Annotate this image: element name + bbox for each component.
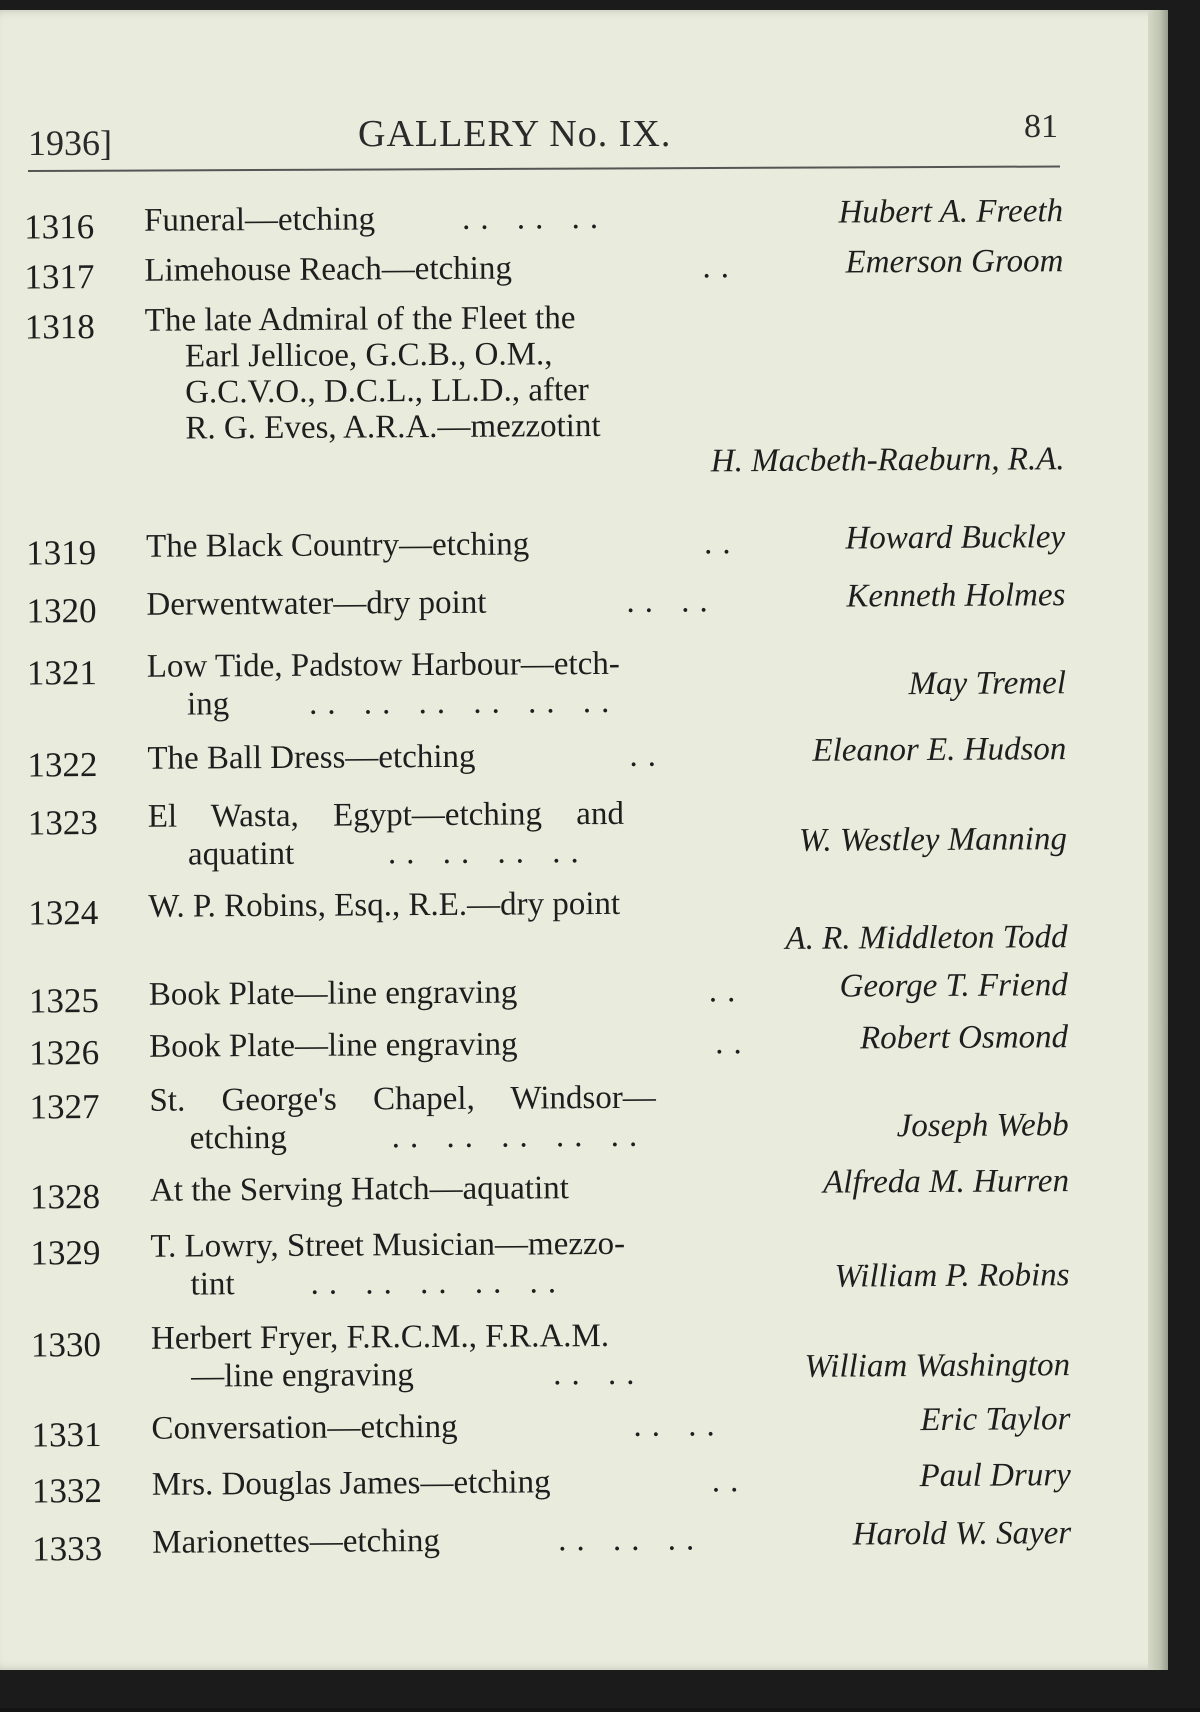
entry-artist: George T. Friend — [839, 967, 1068, 1005]
catalogue-entry — [8, 1456, 1200, 1511]
entry-title-line: Book Plate—line engraving — [148, 974, 518, 1013]
catalogue-entry — [5, 966, 1200, 1021]
catalogue-entry — [0, 192, 1200, 247]
dot-leader: .. .. — [626, 583, 718, 620]
entry-number: 1325 — [28, 981, 100, 1021]
entry-number: 1317 — [24, 257, 95, 297]
entry-artist: May Tremel — [908, 665, 1067, 703]
entry-title-line: etching — [189, 1119, 287, 1157]
entry-artist: William P. Robins — [834, 1257, 1070, 1295]
dot-leader: .. .. — [633, 1407, 725, 1444]
dot-leader: .. .. .. — [558, 1521, 705, 1559]
entry-title-line: tint — [190, 1266, 235, 1303]
entry-artist: Harold W. Sayer — [852, 1515, 1072, 1553]
entry-artist: W. Westley Manning — [798, 821, 1068, 859]
dot-leader: .. — [702, 249, 740, 286]
catalogue-entry — [8, 1514, 1200, 1569]
entry-artist: Emerson Groom — [845, 243, 1064, 281]
dot-leader: .. — [715, 1025, 752, 1062]
dot-leader: .. .. .. .. .. .. — [308, 683, 620, 722]
entry-title-line: The late Admiral of the Fleet the — [144, 300, 576, 339]
entry-title-line: T. Lowry, Street Musician—mezzo- — [150, 1225, 626, 1265]
entry-title-line: The Black Country—etching — [145, 526, 530, 565]
dot-leader: .. .. .. — [462, 199, 609, 237]
entry-artist: Joseph Webb — [896, 1107, 1069, 1145]
header-year: 1936] — [28, 123, 112, 163]
catalogue-entry — [0, 242, 1200, 297]
entry-title-line: Marionettes—etching — [152, 1523, 441, 1561]
catalogue-entry — [4, 788, 1200, 873]
entry-title-line: Conversation—etching — [151, 1408, 458, 1447]
entry-title-line: —line engraving — [191, 1357, 414, 1395]
entry-title-line: At the Serving Hatch—aquatint — [149, 1170, 569, 1209]
entry-title-line: Limehouse Reach—etching — [144, 250, 512, 289]
dot-leader: .. .. .. .. — [387, 834, 589, 872]
catalogue-entry — [4, 878, 1200, 957]
entry-title-line: ing — [186, 686, 230, 723]
catalogue-entry — [2, 576, 1200, 631]
entry-title-line: The Ball Dress—etching — [147, 738, 476, 777]
dot-leader: .. — [629, 737, 667, 774]
catalogue-entry — [3, 730, 1200, 785]
entry-number: 1318 — [24, 307, 95, 347]
entry-number: 1326 — [29, 1033, 100, 1073]
entry-title-line: aquatint — [187, 835, 295, 873]
entry-number: 1316 — [24, 207, 95, 247]
catalogue-entry — [2, 518, 1200, 573]
entry-title-line: Funeral—etching — [144, 201, 376, 239]
entry-artist: Eleanor E. Hudson — [812, 731, 1067, 769]
gallery-title: GALLERY No. IX. — [358, 113, 672, 155]
entry-title-line: R. G. Eves, A.R.A.—mezzotint — [185, 408, 601, 447]
entry-number: 1329 — [30, 1233, 101, 1273]
catalogue-entry — [5, 1018, 1200, 1073]
entry-number: 1333 — [32, 1529, 103, 1569]
catalogue-entry — [6, 1162, 1200, 1217]
dot-leader: .. .. — [553, 1355, 645, 1393]
entry-number: 1323 — [27, 803, 98, 843]
entry-number: 1332 — [31, 1471, 102, 1511]
dot-leader: .. .. .. .. .. — [391, 1117, 648, 1156]
entry-number: 1322 — [27, 745, 98, 785]
entry-title-line: Low Tide, Padstow Harbour—etch- — [146, 645, 620, 685]
page-number: 81 — [1024, 108, 1058, 145]
dot-leader: .. — [708, 973, 746, 1010]
entry-artist: Eric Taylor — [920, 1401, 1071, 1439]
catalogue-entry — [1, 292, 1200, 480]
entry-number: 1321 — [26, 653, 97, 693]
dot-leader: .. — [703, 525, 741, 562]
entry-title-line: Mrs. Douglas James—etching — [151, 1464, 551, 1503]
entry-title-line: Book Plate—line engraving — [149, 1026, 518, 1065]
entry-title-line: W. P. Robins, Esq., R.E.—dry point — [148, 885, 621, 925]
catalogue-entry — [7, 1310, 1200, 1395]
catalogue-entry — [6, 1218, 1200, 1303]
entry-artist: Robert Osmond — [859, 1019, 1069, 1057]
entry-artist: William Washington — [804, 1347, 1071, 1385]
entry-title-line: G.C.V.O., D.C.L., LL.D., after — [185, 372, 589, 411]
entry-artist: H. Macbeth-Raeburn, R.A. — [710, 441, 1065, 480]
entry-number: 1319 — [26, 533, 97, 573]
entry-artist: Hubert A. Freeth — [838, 193, 1064, 231]
dot-leader: .. — [711, 1463, 749, 1500]
entry-number: 1320 — [26, 591, 97, 631]
entry-title-line: St. George's Chapel, Windsor— — [149, 1079, 656, 1119]
entry-number: 1331 — [31, 1415, 102, 1455]
entry-title-line: Herbert Fryer, F.R.C.M., F.R.A.M. — [150, 1317, 610, 1357]
catalogue-entry — [5, 1072, 1200, 1157]
entry-artist: A. R. Middleton Todd — [785, 919, 1068, 957]
catalogue-entry — [3, 638, 1200, 723]
entry-number: 1328 — [29, 1177, 101, 1217]
entry-number: 1324 — [28, 893, 99, 933]
entry-title-line: Earl Jellicoe, G.C.B., O.M., — [184, 336, 553, 375]
entry-title-line: El Wasta, Egypt—etching and — [147, 795, 625, 835]
catalogue-entry — [7, 1400, 1200, 1455]
entry-artist: Kenneth Holmes — [846, 577, 1066, 615]
dot-leader: .. .. .. .. .. — [310, 1264, 567, 1302]
entry-artist: Paul Drury — [919, 1457, 1071, 1495]
entry-artist: Alfreda M. Hurren — [822, 1163, 1070, 1201]
entry-title-line: Derwentwater—dry point — [146, 584, 487, 623]
entry-number: 1327 — [29, 1087, 100, 1127]
entry-artist: Howard Buckley — [845, 519, 1066, 557]
entry-number: 1330 — [30, 1325, 102, 1365]
